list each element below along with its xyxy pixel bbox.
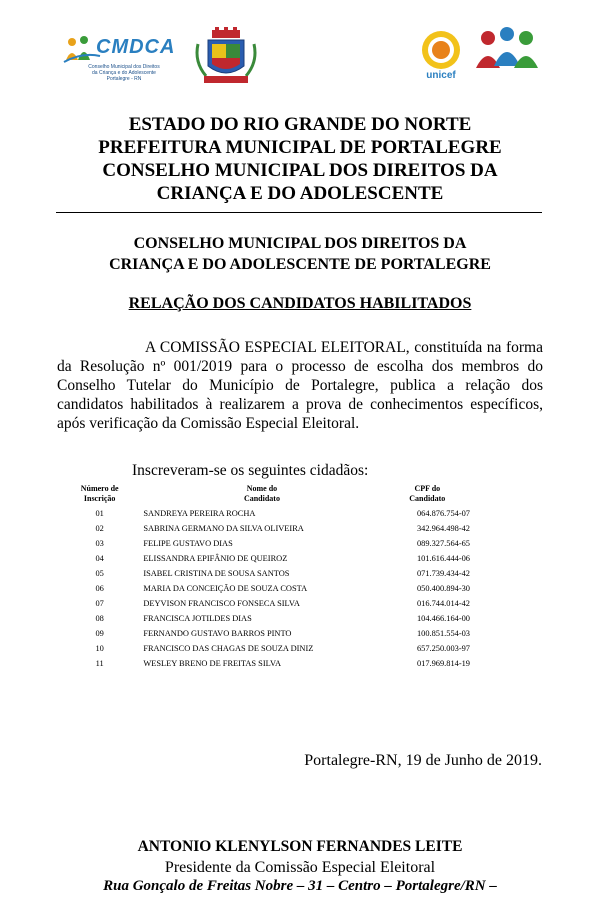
table-row [60, 523, 470, 538]
municipal-crest-icon [192, 26, 260, 86]
cell-cpf: 050.400.894-30 [416, 584, 470, 593]
unicef-seal [418, 28, 464, 86]
cell-number: 11 [95, 659, 104, 668]
cell-number: 08 [95, 614, 104, 623]
cell-number: 04 [95, 554, 104, 563]
cell-cpf: 100.851.554-03 [416, 629, 470, 638]
cell-cpf: 342.964.498-42 [416, 524, 470, 533]
cell-cpf: 101.616.444-06 [416, 554, 470, 563]
cell-cpf: 104.466.164-00 [416, 614, 470, 623]
document-subheader: CONSELHO MUNICIPAL DOS DIREITOS DA CRIANÇA E DO ADOLESCENTE DE PORTALEGRE [109, 235, 491, 273]
cell-number: 06 [95, 584, 104, 593]
table-header-row [60, 484, 470, 508]
signatory-name: ANTONIO KLENYLSON FERNANDES LEITE [137, 838, 463, 855]
header-divider [56, 212, 542, 213]
table-row [60, 553, 470, 568]
table-row [60, 583, 470, 598]
body-paragraph: A COMISSÃO ESPECIAL ELEITORAL, constituída na forma da Resolução nº 001/2019 para o processo de escolha dos membros do Conselho Tutelar do Município de Portalegre, publica a relação dos candidatos habilitados à realizarem a prova de conhecimentos específicos, após verificação da Comissão Especial Eleitoral. [57, 339, 543, 432]
cell-number: 02 [95, 524, 104, 533]
date-line: Portalegre-RN, 19 de Junho de 2019. [304, 752, 542, 769]
cell-cpf: 071.739.434-42 [416, 569, 470, 578]
unicef-label: unicef [426, 70, 456, 81]
table-row [60, 643, 470, 658]
table-row [60, 508, 470, 523]
cmdca-subtitle: Conselho Municipal dos Direitos da Criança e do Adolescente Portalegre - RN [88, 64, 160, 82]
cell-number: 01 [95, 509, 104, 518]
header-prefecture: PREFEITURA MUNICIPAL DE PORTALEGRE [98, 137, 502, 158]
cell-cpf: 064.876.754-07 [416, 509, 470, 518]
section-title: RELAÇÃO DOS CANDIDATOS HABILITADOS [128, 295, 472, 312]
cell-number: 07 [95, 599, 104, 608]
intro-line: Inscreveram-se os seguintes cidadãos: [132, 462, 369, 479]
cell-cpf: 089.327.564-65 [416, 539, 470, 548]
cell-cpf: 016.744.014-42 [416, 599, 470, 608]
signatory-role: Presidente da Comissão Especial Eleitoral [164, 859, 436, 876]
table-row [60, 613, 470, 628]
header-council-2: CRIANÇA E DO ADOLESCENTE [156, 183, 444, 204]
cell-name: FERNANDO GUSTAVO BARROS PINTO [143, 629, 292, 638]
table-row [60, 658, 470, 673]
logo-bar [0, 22, 600, 92]
cell-name: SANDREYA PEREIRA ROCHA [143, 509, 256, 518]
cell-name: DEYVISON FRANCISCO FONSECA SILVA [143, 599, 300, 608]
cell-name: FRANCISCA JOTILDES DIAS [143, 614, 252, 623]
cell-name: ELISSANDRA EPIFÂNIO DE QUEIROZ [143, 554, 288, 563]
council-logo [472, 26, 542, 88]
document-header [0, 113, 600, 205]
cell-name: FELIPE GUSTAVO DIAS [143, 539, 233, 548]
header-number: Número de Inscrição [80, 484, 119, 503]
cell-number: 05 [95, 569, 104, 578]
table-row [60, 538, 470, 553]
cell-name: ISABEL CRISTINA DE SOUSA SANTOS [143, 569, 290, 578]
cell-name: FRANCISCO DAS CHAGAS DE SOUZA DINIZ [143, 644, 314, 653]
header-cpf: CPF do Candidato [409, 484, 446, 503]
header-council-1: CONSELHO MUNICIPAL DOS DIREITOS DA [102, 160, 498, 181]
cell-number: 09 [95, 629, 104, 638]
header-name: Nome do Candidato [243, 484, 280, 503]
cell-cpf: 657.250.003-97 [416, 644, 470, 653]
table-row [60, 598, 470, 613]
candidates-table [60, 484, 470, 673]
cell-name: MARIA DA CONCEIÇÃO DE SOUZA COSTA [143, 584, 308, 593]
cmdca-logo [62, 34, 187, 82]
header-state: ESTADO DO RIO GRANDE DO NORTE [128, 114, 472, 135]
cell-cpf: 017.969.814-19 [416, 659, 470, 668]
cell-name: SABRINA GERMANO DA SILVA OLIVEIRA [143, 524, 304, 533]
table-row [60, 628, 470, 643]
table-row [60, 568, 470, 583]
cmdca-brand: CMDCA [96, 36, 176, 58]
address-line: Rua Gonçalo de Freitas Nobre – 31 – Centro – Portalegre/RN – [103, 878, 497, 894]
sun-seal-icon [418, 28, 464, 72]
cell-number: 03 [95, 539, 104, 548]
cell-name: WESLEY BRENO DE FREITAS SILVA [143, 659, 281, 668]
people-icon [472, 26, 542, 74]
cell-number: 10 [95, 644, 104, 653]
